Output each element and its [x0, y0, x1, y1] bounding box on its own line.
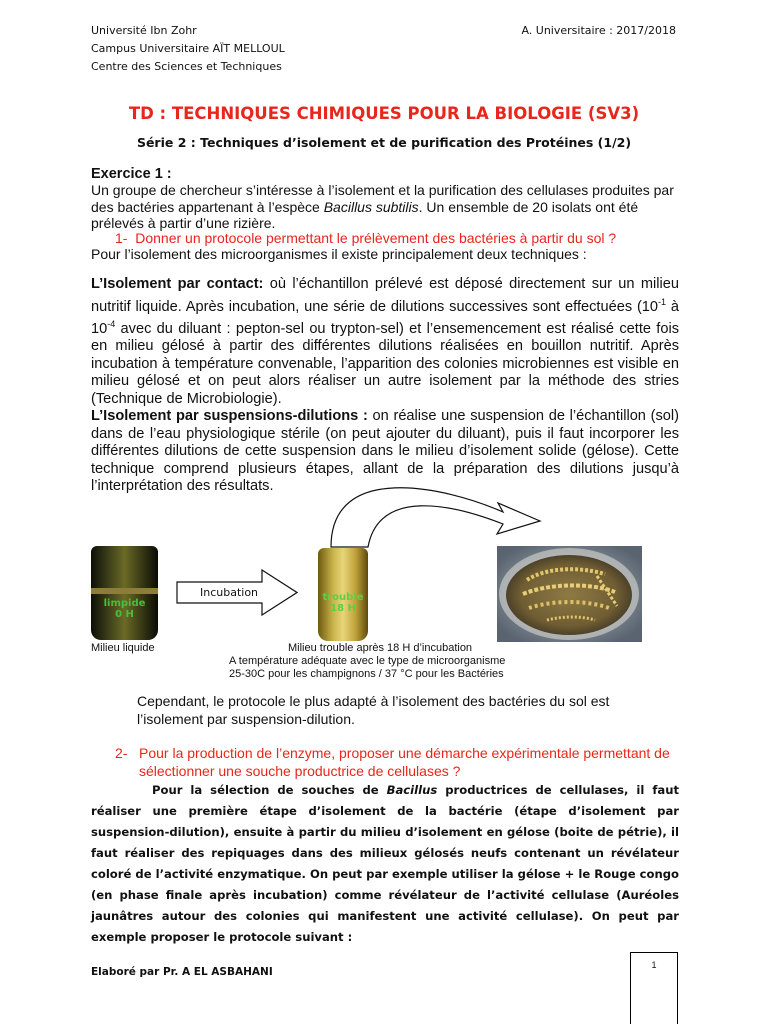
answer-intro: Pour l’isolement des microorganismes il existe principalement deux techniques :	[91, 246, 587, 262]
campus-name: Campus Universitaire AÏT MELLOUL	[91, 42, 285, 55]
author-footer: Elaboré par Pr. A EL ASBAHANI	[91, 966, 273, 978]
petri-dish-image	[497, 546, 642, 642]
document-subtitle: Série 2 : Techniques d’isolement et de purification des Protéines (1/2)	[136, 135, 632, 150]
exercise-heading: Exercice 1 :	[91, 166, 172, 182]
tube-clear-image	[91, 546, 158, 640]
centre-name: Centre des Sciences et Techniques	[91, 60, 282, 73]
tube-2-time: 18 H	[330, 603, 356, 614]
question-1-text: Donner un protocole permettant le prélèvement des bactéries à partir du sol ?	[135, 230, 617, 246]
caption-liquid: Milieu liquide	[91, 642, 155, 654]
suspension-method-title: L’Isolement par suspensions-dilutions :	[91, 408, 368, 425]
question-1-number: 1-	[115, 230, 128, 246]
exercise-intro: Un groupe de chercheur s’intéresse à l’isolement et la purification des cellulases produites par des bactéries appartenant à l’espèce Bacillus subtilis. Un ensemble de 20 isolats ont été prélevés à partir d’une rizière.	[91, 182, 674, 231]
page-number: 1	[651, 960, 657, 970]
tube-2-state: trouble	[322, 592, 364, 603]
page-number-box	[630, 952, 678, 1024]
question-2	[115, 744, 677, 780]
species-name: Bacillus subtilis	[323, 198, 419, 215]
academic-year: A. Universitaire : 2017/2018	[521, 24, 676, 37]
genus-name: Bacillus	[386, 783, 438, 797]
conclusion: Cependant, le protocole le plus adapté à l’isolement des bactéries du sol est l’isolement par suspension-dilution.	[137, 693, 610, 727]
document-title: TD : TECHNIQUES CHIMIQUES POUR LA BIOLOGIE (SV3)	[128, 104, 640, 123]
question-2-text: Pour la production de l’enzyme, proposer une démarche expérimentale permettant de sélectionner une souche productrice de cellulases ?	[139, 745, 670, 779]
tube-turbid-image	[318, 548, 368, 641]
tube-1-time: 0 H	[115, 609, 134, 620]
contact-method-title: L’Isolement par contact:	[91, 276, 264, 292]
university-name: Université Ibn Zohr	[91, 24, 197, 37]
isolation-methods: L’Isolement par contact: où l’échantillon prélevé est déposé directement sur un milieu nutritif liquide. Après incubation, une série de dilutions successives sont effectuées ($10^{-1}$ à $10^{-4}$ avec du diluant : pepton-sel ou trypton-sel) et l’ensemencement est réalisé cette fois en milieu gélosé à partir des différentes dilutions réalisées en bouillon nutritif. Après incubation à température convenable, l’apparition des colonies microbiennes est visible en milieu gélosé et on peut alors réaliser un autre isolement par la méthode des stries (Technique de Microbiologie). L’Isolement par suspensions-dilutions : on réalise une suspension de l’échantillon (sol) dans de l’eau physiologique stérile (on peut ajouter du diluant), puis il faut incorporer les différentes dilutions de cette suspension dans le milieu d’isolement solide (gélose). Cette technique comprend plusieurs étapes, allant de la préparation des dilutions jusqu’à l’interprétation des résultats.	[91, 276, 679, 495]
question-2-number: 2-	[115, 745, 128, 761]
incubation-label: Incubation	[200, 586, 259, 599]
caption-turbid: Milieu trouble après 18 H d’incubation A température adéquate avec le type de microorganisme 25-30C pour les champignons / 37 °C pour les Bactéries	[229, 642, 506, 680]
answer-2: Pour la sélection de souches de Bacillus productrices de cellulases, il faut réaliser une première étape d’isolement de la bactérie (étape d’isolement par suspension-dilution), ensuite à partir du milieu d’isolement en gélose (boite de pétrie), il faut réaliser des repiquages dans des milieux gélosés neufs contenant un révélateur coloré de l’activité enzymatique. On peut par exemple utiliser la gélose + le Rouge congo (en phase finale après incubation) comme révélateur de l’activité cellulase (Auréoles jaunâtres autour des colonies qui manifestent une activité cellulase). On peut par exemple proposer le protocole suivant :	[91, 783, 679, 944]
tube-1-state: limpide	[103, 598, 146, 609]
